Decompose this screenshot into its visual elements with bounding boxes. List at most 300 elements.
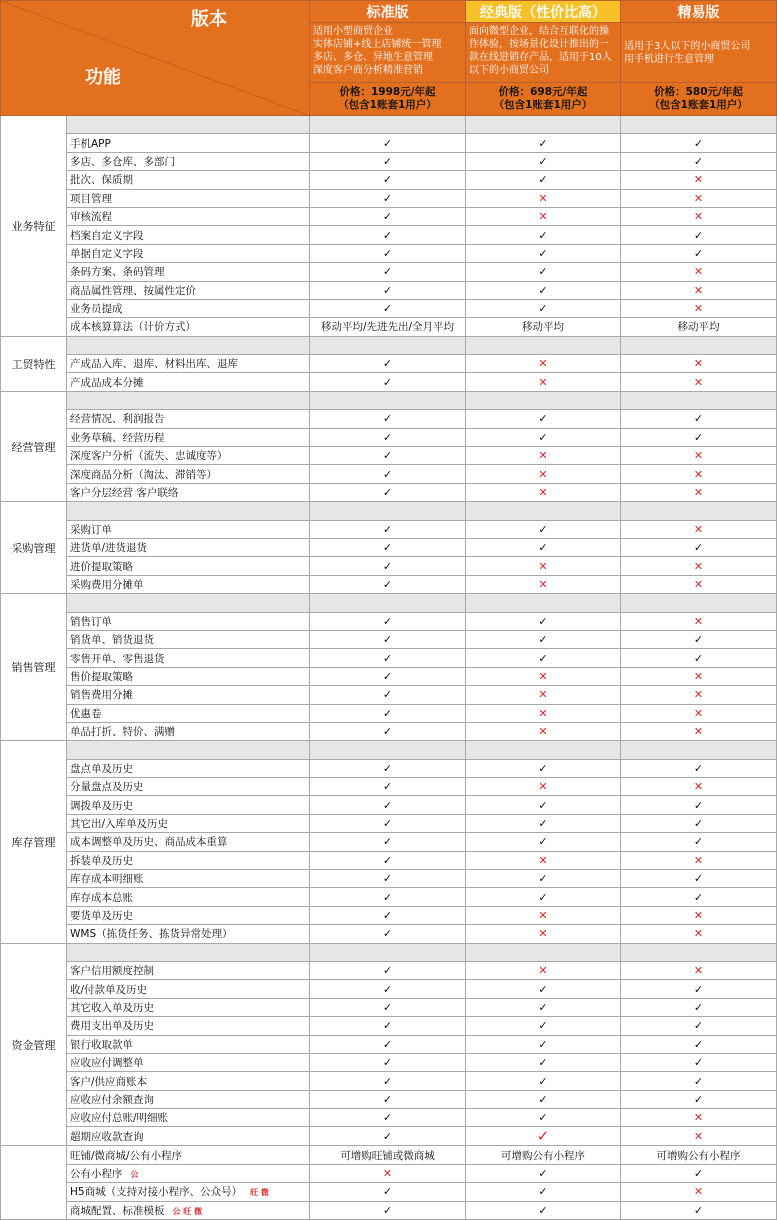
supported-cell [621,1053,777,1071]
feature-name: 收/付款单及历史 [67,980,310,998]
unsupported-cell [621,483,777,501]
check-icon: ✓ [538,817,548,831]
unsupported-cell [621,851,777,869]
feature-name: 采购订单 [67,520,310,538]
supported-cell [310,814,466,832]
supported-cell [621,796,777,814]
check-icon: ✓ [693,1019,704,1033]
supported-cell [310,410,466,428]
supported-cell [310,870,466,888]
feature-name: 要货单及历史 [67,906,310,924]
cross-icon: ✕ [693,191,704,205]
feature-row [1,906,777,924]
supported-cell [466,410,621,428]
check-icon: ✓ [538,136,548,150]
cross-icon: ✕ [538,780,548,794]
cross-icon: ✕ [693,1111,704,1125]
supported-cell [621,1090,777,1108]
cross-icon: ✕ [693,1185,704,1199]
supported-cell [310,152,466,170]
feature-row [1,171,777,189]
supported-cell [310,538,466,556]
category-cell [1,1146,67,1220]
supported-cell [621,870,777,888]
supported-cell [310,373,466,391]
check-icon: ✓ [382,725,393,739]
unsupported-cell [621,686,777,704]
check-icon: ✓ [693,651,704,665]
supported-cell [466,649,621,667]
check-icon: ✓ [538,228,548,242]
value-text: 可增购公有小程序 [621,1146,777,1164]
feature-row [1,778,777,796]
check-icon: ✓ [382,412,393,426]
category-cell: 采购管理 [1,502,67,594]
unsupported-cell [621,465,777,483]
supported-cell [466,226,621,244]
check-icon: ✓ [693,835,704,849]
supported-cell [310,1109,466,1127]
feature-name: 客户/供应商账本 [67,1072,310,1090]
supported-cell [310,189,466,207]
channel-tag: 旺 微 [250,1188,269,1198]
value-text: 移动平均 [466,318,621,336]
supported-cell [466,152,621,170]
feature-name: 单据自定义字段 [67,244,310,262]
section-spacer-row [1,391,777,409]
supported-cell [310,355,466,373]
feature-name: 深度商品分析（淘汰、滞销等） [67,465,310,483]
unsupported-cell [466,483,621,501]
supported-cell [310,483,466,501]
feature-name: 经营情况、利润报告 [67,410,310,428]
spacer-cell [67,943,310,961]
check-icon: ✓ [538,154,548,168]
check-icon: ✓ [538,283,548,297]
spacer-cell [310,943,466,961]
cross-icon: ✕ [693,449,704,463]
feature-name: 销售订单 [67,612,310,630]
feature-name: 其它收入单及历史 [67,998,310,1016]
unsupported-cell [466,557,621,575]
feature-row [1,575,777,593]
check-icon: ✓ [382,1111,393,1125]
feature-name: 批次、保质期 [67,171,310,189]
feature-name: 分量盘点及历史 [67,778,310,796]
check-icon: ✓ [382,669,393,683]
check-icon: ✓ [693,246,704,260]
cross-icon: ✕ [538,669,548,683]
edition-standard-title: 标准版 [310,1,466,23]
channel-tag: 公 旺 微 [172,1206,203,1216]
check-icon: ✓ [538,522,548,536]
category-cell: 库存管理 [1,741,67,943]
check-icon: ✓ [538,1203,548,1217]
supported-cell [310,207,466,225]
unsupported-cell [621,1127,777,1146]
cross-icon: ✕ [693,467,704,481]
feature-name: 多店、多仓库、多部门 [67,152,310,170]
feature-row [1,888,777,906]
check-icon: ✓ [693,872,704,886]
check-icon: ✓ [382,817,393,831]
cross-icon: ✕ [693,853,704,867]
supported-cell [621,226,777,244]
check-icon: ✓ [693,1056,704,1070]
supported-cell [621,152,777,170]
supported-cell [310,299,466,317]
feature-name: 应收应付调整单 [67,1053,310,1071]
cross-icon: ✕ [538,964,548,978]
supported-cell [621,980,777,998]
check-icon: ✓ [382,357,393,371]
cross-icon: ✕ [538,559,548,573]
feature-name: 进货单/进货退货 [67,538,310,556]
feature-name: 项目管理 [67,189,310,207]
feature-row [1,152,777,170]
check-icon: ✓ [693,761,704,775]
check-icon: ✓ [693,1203,704,1217]
supported-cell [310,961,466,979]
supported-cell [310,796,466,814]
edition-classic-price: 价格：698元/年起 （包含1账套1用户） [466,83,621,116]
supported-cell [310,226,466,244]
check-icon: ✓ [382,449,393,463]
feature-name: 调拨单及历史 [67,796,310,814]
feature-row [1,1183,777,1201]
supported-cell [310,171,466,189]
supported-cell [621,759,777,777]
cross-icon: ✕ [693,559,704,573]
supported-cell [310,925,466,943]
cross-icon: ✕ [693,706,704,720]
cross-icon: ✕ [693,522,704,536]
check-icon: ✓ [382,1074,393,1088]
cross-icon: ✕ [382,1167,393,1181]
supported-cell [310,630,466,648]
check-icon: ✓ [538,835,548,849]
check-icon: ✓ [693,136,704,150]
feature-name: H5商城（支持对接小程序、公众号） 旺 微 [67,1183,310,1201]
check-icon: ✓ [693,1167,704,1181]
spacer-cell [67,741,310,759]
check-icon: ✓ [382,154,393,168]
check-icon: ✓ [538,633,548,647]
supported-cell [466,1017,621,1035]
feature-row [1,1017,777,1035]
check-icon: ✓ [538,1037,548,1051]
supported-cell [466,630,621,648]
check-icon: ✓ [382,908,393,922]
supported-cell [310,888,466,906]
supported-cell [621,1072,777,1090]
feature-row [1,318,777,336]
check-icon: ✓ [382,541,393,555]
unsupported-cell [466,925,621,943]
spacer-cell [67,116,310,134]
feature-name: 其它出/入库单及历史 [67,814,310,832]
cross-icon: ✕ [538,725,548,739]
check-icon: ✓ [536,1127,550,1146]
unsupported-cell [466,189,621,207]
spacer-cell [466,594,621,612]
unsupported-cell [621,778,777,796]
feature-name: 成本核算算法（计价方式） [67,318,310,336]
spacer-cell [466,116,621,134]
feature-row [1,833,777,851]
check-icon: ✓ [538,1092,548,1106]
supported-cell [310,447,466,465]
check-icon: ✓ [382,210,393,224]
value-text: 移动平均 [621,318,777,336]
check-icon: ✓ [382,1185,393,1199]
feature-name: 客户分层经营 客户联络 [67,483,310,501]
supported-cell [621,428,777,446]
unsupported-cell [621,171,777,189]
value-text: 可增购公有小程序 [466,1146,621,1164]
check-icon: ✓ [538,173,548,187]
unsupported-cell [310,1164,466,1182]
spacer-cell [67,502,310,520]
spacer-cell [310,336,466,354]
feature-row [1,649,777,667]
check-icon: ✓ [693,1037,704,1051]
supported-cell [310,686,466,704]
supported-cell [310,134,466,152]
check-icon: ✓ [538,1167,548,1181]
feature-row [1,667,777,685]
supported-cell [310,1127,466,1146]
feature-name: 银行收取款单 [67,1035,310,1053]
feature-row [1,722,777,740]
feature-row [1,263,777,281]
supported-cell [310,244,466,262]
section-spacer-row [1,116,777,134]
feature-name: 应收应付总账/明细账 [67,1109,310,1127]
supported-cell [621,1164,777,1182]
feature-row [1,1035,777,1053]
check-icon: ✓ [538,246,548,260]
spacer-cell [621,943,777,961]
spacer-cell [310,391,466,409]
check-icon: ✓ [382,964,393,978]
cross-icon: ✕ [693,302,704,316]
check-icon: ✓ [382,1019,393,1033]
edition-standard-price: 价格：1998元/年起 （包含1账套1用户） [310,83,466,116]
unsupported-cell [621,207,777,225]
cross-icon: ✕ [538,688,548,702]
supported-cell [621,244,777,262]
feature-row [1,1127,777,1146]
supported-cell [310,1201,466,1219]
unsupported-cell [621,612,777,630]
check-icon: ✓ [382,246,393,260]
unsupported-cell [621,373,777,391]
cross-icon: ✕ [538,467,548,481]
check-icon: ✓ [382,927,393,941]
edition-label: 版本 [191,9,227,30]
unsupported-cell [621,447,777,465]
supported-cell [310,520,466,538]
supported-cell [466,998,621,1016]
cross-icon: ✕ [693,688,704,702]
spacer-cell [310,116,466,134]
supported-cell [310,998,466,1016]
cross-icon: ✕ [693,725,704,739]
check-icon: ✓ [382,982,393,996]
unsupported-cell [466,575,621,593]
supported-cell [466,870,621,888]
feature-name: 优惠卷 [67,704,310,722]
cross-icon: ✕ [538,375,548,389]
check-icon: ✓ [693,154,704,168]
unsupported-cell [621,189,777,207]
feature-name: 采购费用分摊单 [67,575,310,593]
feature-row [1,1053,777,1071]
check-icon: ✓ [538,1000,548,1014]
supported-cell [621,888,777,906]
supported-cell [466,263,621,281]
supported-cell [310,465,466,483]
supported-cell [310,759,466,777]
supported-cell [621,998,777,1016]
cross-icon: ✕ [693,1129,704,1143]
check-icon: ✓ [693,1000,704,1014]
check-icon: ✓ [382,1056,393,1070]
check-icon: ✓ [382,688,393,702]
supported-cell [310,1017,466,1035]
check-icon: ✓ [693,228,704,242]
feature-row [1,134,777,152]
unsupported-cell [466,207,621,225]
spacer-cell [621,741,777,759]
feature-row [1,520,777,538]
unsupported-cell [466,667,621,685]
feature-row [1,630,777,648]
check-icon: ✓ [382,1037,393,1051]
feature-row [1,244,777,262]
supported-cell [466,1109,621,1127]
supported-cell [466,796,621,814]
feature-row [1,686,777,704]
cross-icon: ✕ [538,486,548,499]
feature-name: 商城配置、标准模板 公 旺 微 [67,1201,310,1219]
section-spacer-row [1,943,777,961]
check-icon: ✓ [382,173,393,187]
unsupported-cell [621,961,777,979]
category-cell: 资金管理 [1,943,67,1146]
unsupported-cell [621,557,777,575]
check-icon: ✓ [538,1019,548,1033]
supported-cell [466,888,621,906]
section-spacer-row [1,741,777,759]
unsupported-cell [466,778,621,796]
check-icon: ✓ [538,872,548,886]
feature-name: 手机APP [67,134,310,152]
spacer-cell [466,502,621,520]
supported-cell [310,833,466,851]
feature-row [1,465,777,483]
feature-row [1,483,777,501]
check-icon: ✓ [382,614,393,628]
check-icon: ✓ [538,798,548,812]
cross-icon: ✕ [693,908,704,922]
supported-cell [466,134,621,152]
supported-cell [466,833,621,851]
supported-cell [310,980,466,998]
value-text: 移动平均/先进先出/全月平均 [310,318,466,336]
check-icon: ✓ [538,890,548,904]
edition-lite-price: 价格：580元/年起 （包含1账套1用户） [621,83,777,116]
feature-name: 审核流程 [67,207,310,225]
edition-classic-desc: 面向微型企业，结合互联化的操作体验，按场景化设计推出的一款在线进销存产品，适用于10人以下的小商贸公司 [466,23,621,83]
supported-cell [621,1201,777,1219]
spacer-cell [67,336,310,354]
check-icon: ✓ [538,541,548,555]
cross-icon: ✕ [538,927,548,941]
unsupported-cell [466,961,621,979]
check-icon: ✓ [382,522,393,536]
supported-cell [621,833,777,851]
check-icon: ✓ [382,651,393,665]
check-icon: ✓ [538,412,548,426]
section-spacer-row [1,594,777,612]
check-icon: ✓ [382,761,393,775]
unsupported-cell [466,851,621,869]
check-icon: ✓ [693,798,704,812]
check-icon: ✓ [538,302,548,316]
category-cell: 销售管理 [1,594,67,741]
feature-row [1,1164,777,1182]
channel-tag: 公 [130,1170,139,1180]
feature-row [1,1109,777,1127]
cross-icon: ✕ [538,210,548,224]
section-spacer-row [1,336,777,354]
supported-cell [466,244,621,262]
check-icon: ✓ [382,1000,393,1014]
spacer-cell [67,594,310,612]
supported-cell [310,722,466,740]
check-icon: ✓ [538,1056,548,1070]
category-cell: 经营管理 [1,391,67,501]
supported-cell [310,281,466,299]
supported-cell [466,1053,621,1071]
feature-name: 超期应收款查询 [67,1127,310,1146]
feature-name: 旺铺/微商城/公有小程序 [67,1146,310,1164]
feature-name: 档案自定义字段 [67,226,310,244]
supported-cell [621,630,777,648]
check-icon: ✓ [382,780,393,794]
cross-icon: ✕ [693,486,704,499]
supported-cell [621,538,777,556]
feature-row [1,557,777,575]
check-icon: ✓ [693,412,704,426]
feature-name: 应收应付余额查询 [67,1090,310,1108]
check-icon: ✓ [382,486,393,499]
spacer-cell [310,741,466,759]
unsupported-cell [621,722,777,740]
cross-icon: ✕ [538,577,548,591]
feature-row [1,189,777,207]
unsupported-cell [621,1183,777,1201]
check-icon: ✓ [382,191,393,205]
check-icon: ✓ [693,1074,704,1088]
check-icon: ✓ [382,872,393,886]
cross-icon: ✕ [538,357,548,371]
spacer-cell [621,336,777,354]
cross-icon: ✕ [693,357,704,371]
feature-name: 销货单、销货退货 [67,630,310,648]
